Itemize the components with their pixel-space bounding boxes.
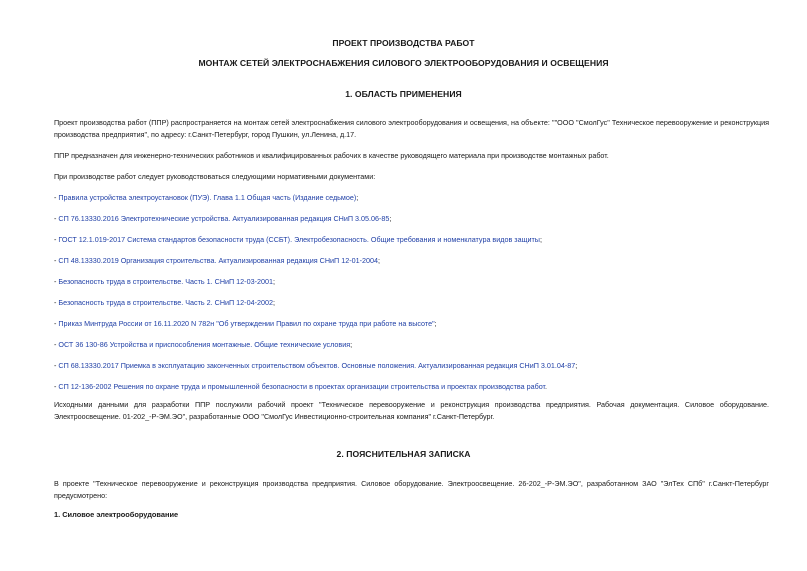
doc-item-prefix: - <box>54 298 59 307</box>
doc-item-7 <box>54 318 774 329</box>
doc-link-sp48[interactable]: СП 48.13330.2019 Организация строительства. Актуализированная редакция СНиП 12-01-2004 <box>58 256 378 265</box>
section-1-paragraph-1 <box>54 117 769 141</box>
doc-item-prefix: - <box>54 340 59 349</box>
doc-item-2 <box>54 213 774 224</box>
doc-link-sp12-136[interactable]: СП 12-136-2002 Решения по охране труда и промышленной безопасности в проектах организации строительства и проектах производства работ <box>58 382 546 391</box>
section-1-paragraph-4: Исходными данными для разработки ППР послужили рабочий проект "Техническое перевооружение и реконструкция производства предприятия. Рабочая документация. Силовое оборудование. Электроосвещение. 01-202_-Р-ЭМ.ЭО", разработанные ООО "СмолГус Инвестиционно-строительная компания" г.Санкт-Петербург. <box>54 400 769 421</box>
doc-item-4 <box>54 255 774 266</box>
doc-link-gost[interactable]: ГОСТ 12.1.019-2017 Система стандартов безопасности труда (ССБТ). Электробезопасность. Общие требования и номенклатура видов защиты <box>58 235 540 244</box>
doc-item-suffix: ; <box>575 361 578 370</box>
document-subtitle: МОНТАЖ СЕТЕЙ ЭЛЕКТРОСНАБЖЕНИЯ СИЛОВОГО ЭЛЕКТРООБОРУДОВАНИЯ И ОСВЕЩЕНИЯ <box>198 58 609 68</box>
doc-item-8 <box>54 339 774 350</box>
document-title: ПРОЕКТ ПРОИЗВОДСТВА РАБОТ <box>332 38 475 48</box>
section-1-paragraph-1-text: Проект производства работ (ППР) распространяется на монтаж сетей электроснабжения силового электрооборудования и освещения, на объекте: ""ООО "СмолГус" Техническое перевооружение и реконструкция производства предприятия", по адресу: г.Санкт-Петербург, город Пушкин, ул.Ленина, д.17. <box>54 118 769 139</box>
doc-link-snip-12-03[interactable]: Безопасность труда в строительстве. Часть 1. СНиП 12-03-2001 <box>58 277 273 286</box>
section-2-heading: 2. ПОЯСНИТЕЛЬНАЯ ЗАПИСКА <box>336 449 471 459</box>
doc-item-suffix: ; <box>272 298 275 307</box>
doc-item-suffix: ; <box>272 277 275 286</box>
doc-link-mintrud-order[interactable]: Приказ Минтруда России от 16.11.2020 N 782н "Об утверждении Правил по охране труда при работе на высоте" <box>58 319 435 328</box>
doc-item-prefix: - <box>54 277 59 286</box>
doc-item-suffix: ; <box>356 193 359 202</box>
doc-item-suffix: . <box>545 382 548 391</box>
section-1-paragraph-3: При производстве работ следует руководствоваться следующими нормативными документами: <box>54 172 376 181</box>
section-2-subheading-1: 1. Силовое электрооборудование <box>54 510 179 519</box>
doc-item-suffix: ; <box>539 235 542 244</box>
doc-item-prefix: - <box>54 235 59 244</box>
doc-item-prefix: - <box>54 214 59 223</box>
doc-item-prefix: - <box>54 193 59 202</box>
doc-item-9 <box>54 360 774 371</box>
doc-item-prefix: - <box>54 361 59 370</box>
doc-item-suffix: ; <box>434 319 437 328</box>
doc-item-suffix: ; <box>377 256 380 265</box>
doc-item-suffix: ; <box>350 340 353 349</box>
doc-item-1 <box>54 192 774 203</box>
doc-link-sp68[interactable]: СП 68.13330.2017 Приемка в эксплуатацию законченных строительством объектов. Основные положения. Актуализированная редакция СНиП 3.01.04-87 <box>58 361 576 370</box>
section-1-paragraph-2: ППР предназначен для инженерно-технических работников и квалифицированных рабочих в качестве руководящего материала при производстве монтажных работ. <box>54 151 609 160</box>
doc-link-ost[interactable]: ОСТ 36 130-86 Устройства и приспособления монтажные. Общие технические условия <box>58 340 351 349</box>
doc-link-pue[interactable]: Правила устройства электроустановок (ПУЭ). Глава 1.1 Общая часть (Издание седьмое) <box>58 193 357 202</box>
doc-item-prefix: - <box>54 382 59 391</box>
section-2-paragraph-1: В проекте "Техническое перевооружение и реконструкция производства предприятия. Силовое оборудование. Электроосвещение. 26-202_-Р-ЭМ.ЭО", разработанном ЗАО "ЭлТех СПб" г.Санкт-Петербург предусмотрено: <box>54 479 769 500</box>
doc-item-prefix: - <box>54 256 59 265</box>
doc-item-5 <box>54 276 774 287</box>
doc-link-sp76[interactable]: СП 76.13330.2016 Электротехнические устройства. Актуализированная редакция СНиП 3.05.06-85 <box>58 214 390 223</box>
doc-item-prefix: - <box>54 319 59 328</box>
section-1-heading: 1. ОБЛАСТЬ ПРИМЕНЕНИЯ <box>345 89 462 99</box>
doc-item-suffix: ; <box>389 214 392 223</box>
doc-item-6 <box>54 297 774 308</box>
doc-link-snip-12-04[interactable]: Безопасность труда в строительстве. Часть 2. СНиП 12-04-2002 <box>58 298 273 307</box>
doc-item-10 <box>54 381 774 392</box>
doc-item-3 <box>54 234 774 245</box>
